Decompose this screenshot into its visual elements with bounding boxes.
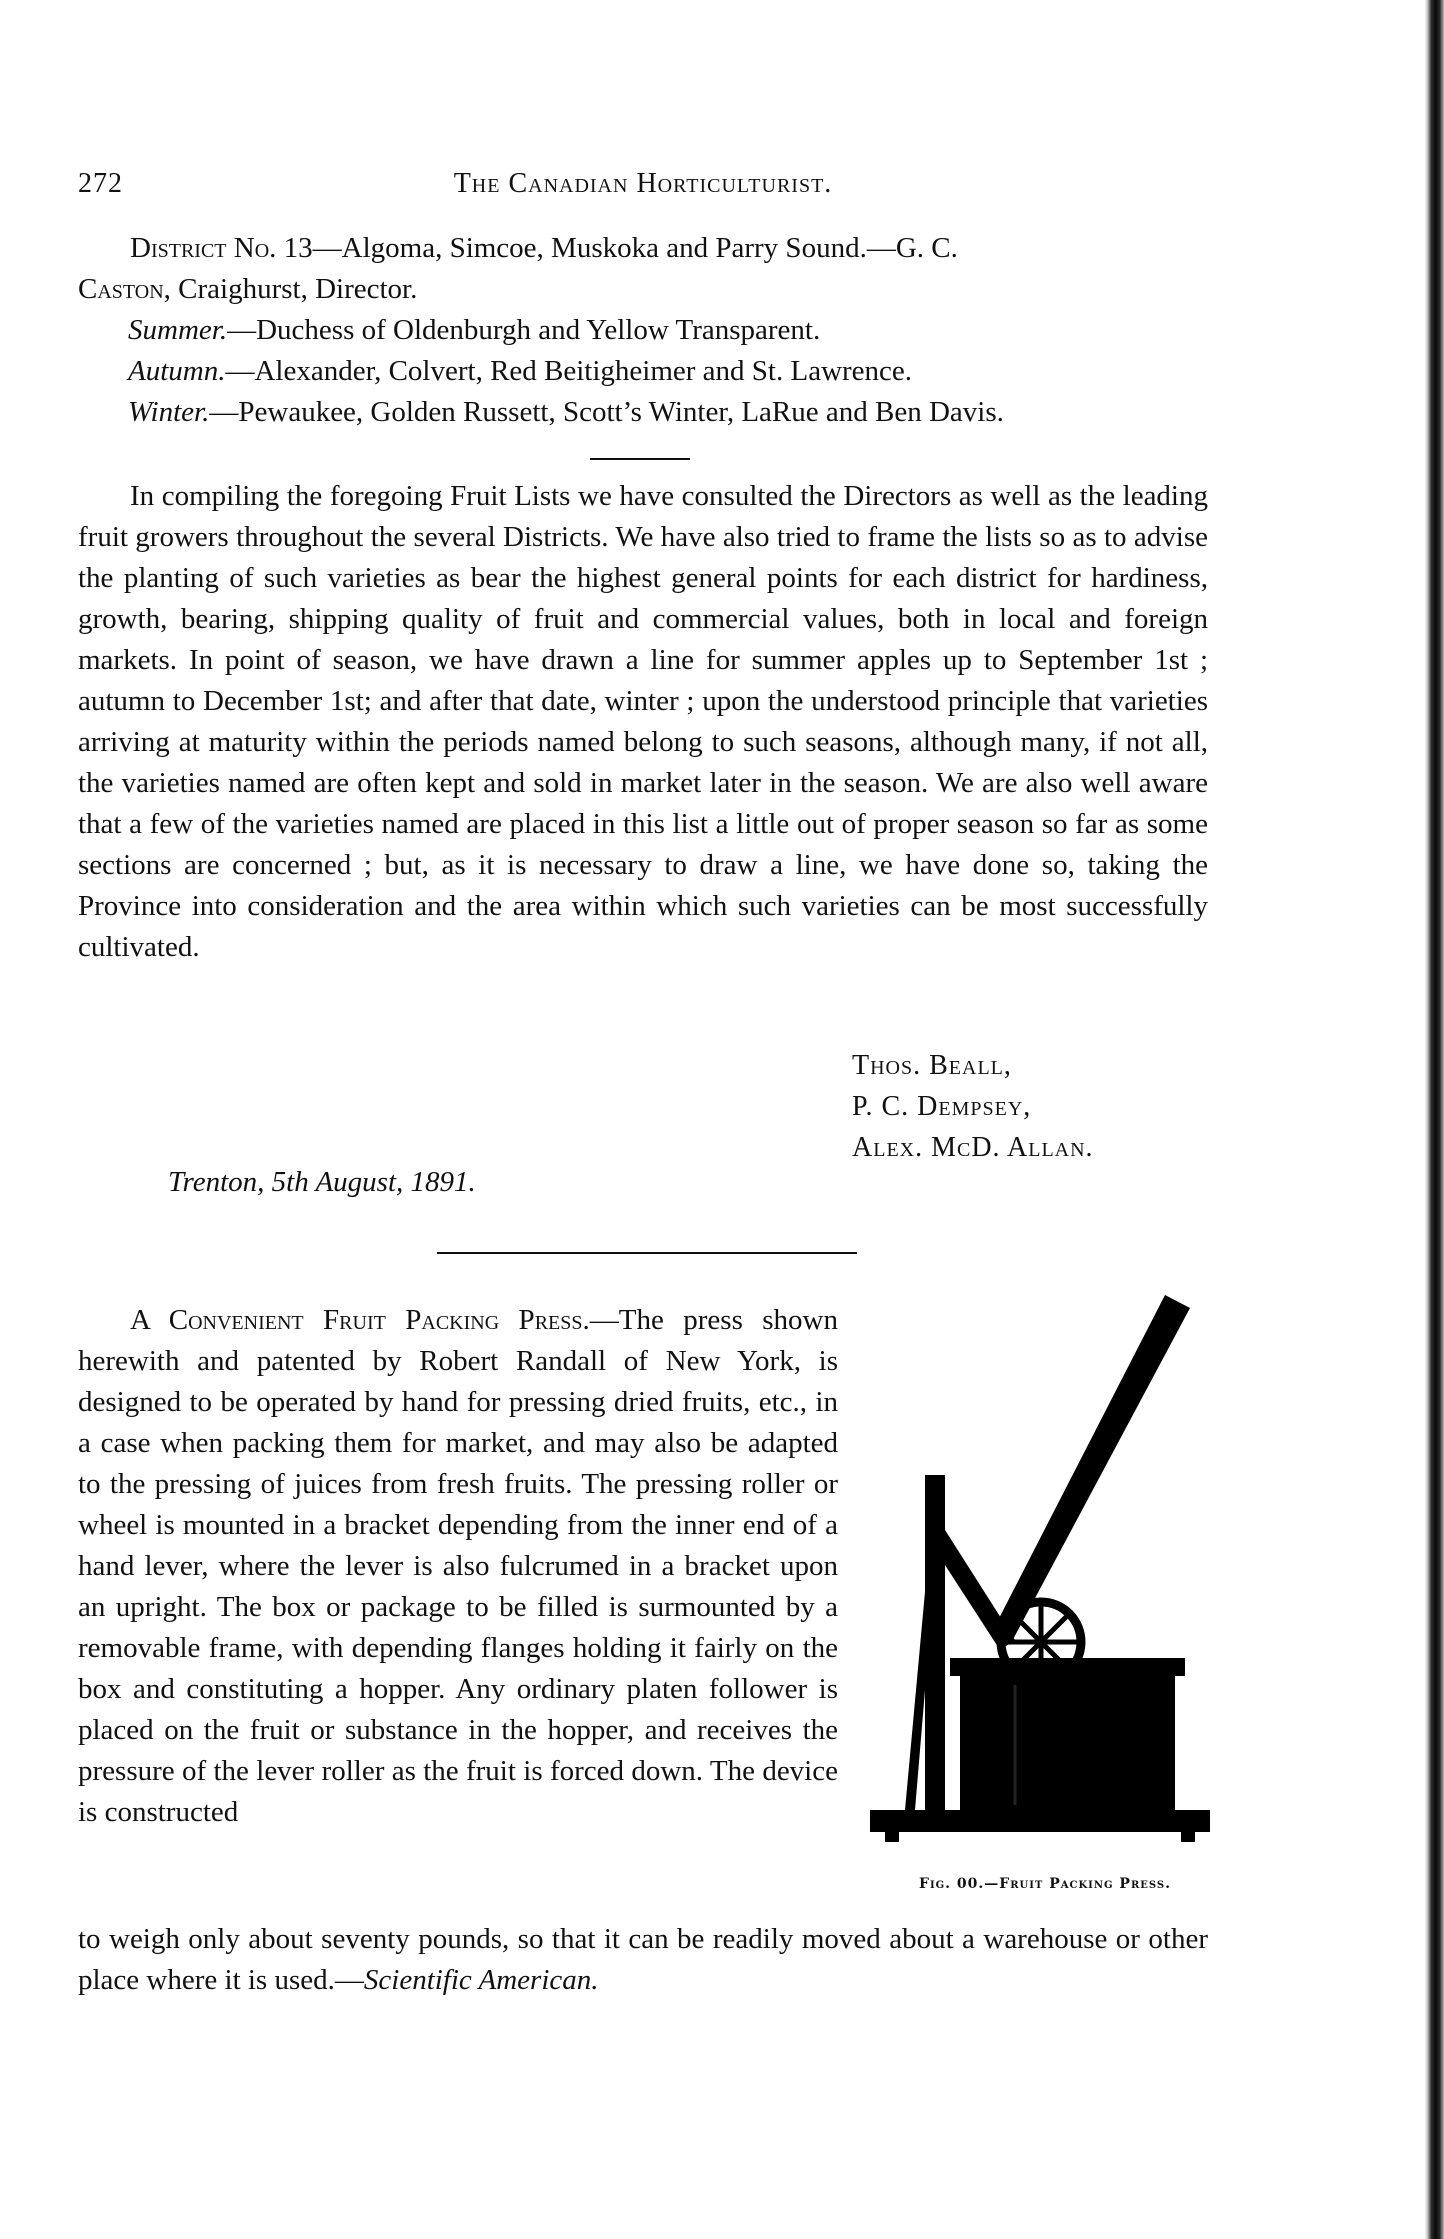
- page-header: [78, 168, 1208, 208]
- press-lever: [993, 1295, 1190, 1645]
- winter-list: —Pewaukee, Golden Russett, Scott’s Winter, LaRue and Ben Davis.: [209, 396, 1004, 428]
- district-number: 13: [283, 232, 313, 264]
- autumn-label: Autumn.: [128, 355, 226, 387]
- signature-allan: Alex. McD. Allan.: [852, 1132, 1094, 1163]
- summer-label: Summer.: [128, 314, 228, 346]
- press-hopper-frame: [950, 1658, 1185, 1676]
- press-foot-left: [885, 1832, 899, 1842]
- autumn-list: —Alexander, Colvert, Red Beitigheimer and St. Lawrence.: [225, 355, 913, 387]
- figure-caption: Fig. 00.—Fruit Packing Press.: [919, 1876, 1171, 1892]
- press-foot-right: [1181, 1832, 1195, 1842]
- press-box: [960, 1676, 1175, 1810]
- winter-label: Winter.: [128, 396, 210, 428]
- page-number: 272: [78, 168, 123, 199]
- page-binding-edge: [1374, 0, 1444, 2239]
- signature-dempsey: P. C. Dempsey,: [852, 1091, 1032, 1122]
- district-areas: —Algoma, Simcoe, Muskoka and Parry Sound.—G. C.: [312, 232, 958, 264]
- press-article-tail: to weigh only about seventy pounds, so that it can be readily moved about a warehouse or other place where it is used.—: [78, 1923, 1208, 1996]
- district-heading: [78, 228, 1208, 269]
- press-article-title: A Convenient Fruit Packing Press.: [130, 1304, 590, 1336]
- summer-varieties: [78, 310, 1208, 351]
- running-title: The Canadian Horticulturist.: [453, 168, 833, 199]
- fruit-packing-press-illustration: [865, 1290, 1220, 1880]
- director-place: , Craighurst, Director.: [163, 273, 418, 305]
- fruit-lists-paragraph: In compiling the foregoing Fruit Lists we have consulted the Directors as well as the leading fruit growers throughout the several Districts. We have also tried to frame the lists so as to advise the planting of such varieties as bear the highest general points for each district for hardiness, growth, bearing, shipping quality of fruit and commercial values, both in local and foreign markets. In point of season, we have drawn a line for summer apples up to September 1st ; autumn to December 1st; and after that date, winter ; upon the understood principle that varieties arriving at maturity within the periods named belong to such seasons, although many, if not all, the varieties named are often kept and sold in market later in the season. We are also well aware that a few of the varieties named are placed in this list a little out of proper season so far as some sections are concerned ; but, as it is necessary to draw a line, we have done so, taking the Province into consideration and the area within which such varieties can be most successfully cultivated.: [78, 480, 1208, 963]
- signature-block: [852, 1045, 1094, 1168]
- press-article-conclusion: [78, 1919, 1208, 2001]
- district-director: [78, 269, 1208, 310]
- signature-beall: Thos. Beall,: [852, 1050, 1012, 1081]
- section-divider: [590, 458, 690, 460]
- summer-list: —Duchess of Oldenburgh and Yellow Transparent.: [227, 314, 821, 346]
- press-drawing: [865, 1290, 1220, 1850]
- press-base: [870, 1810, 1210, 1832]
- press-article-paragraph: [78, 1300, 838, 1833]
- director-name: Caston: [78, 273, 164, 305]
- dateline: Trenton, 5th August, 1891.: [168, 1166, 476, 1198]
- article-divider: [437, 1252, 857, 1254]
- press-article-body: —The press shown herewith and patented by Robert Randall of New York, is designed to be operated by hand for pressing dried fruits, etc., in a case when packing them for market, and may also be adapted to the pressing of juices from fresh fruits. The pressing roller or wheel is mounted in a bracket depending from the inner end of a hand lever, where the lever is also fulcrumed in a bracket upon an upright. The box or package to be filled is surmounted by a removable frame, with depending flanges holding it fairly on the box and constituting a hopper. Any ordinary platen follower is placed on the fruit or substance in the hopper, and receives the pressure of the lever roller as the fruit is forced down. The device is constructed: [78, 1304, 838, 1828]
- press-article-source: Scientific American.: [363, 1964, 599, 1996]
- district-13-section: [78, 228, 1208, 433]
- autumn-varieties: [78, 351, 1208, 392]
- winter-varieties: [78, 392, 1208, 433]
- district-label: District No.: [130, 232, 277, 264]
